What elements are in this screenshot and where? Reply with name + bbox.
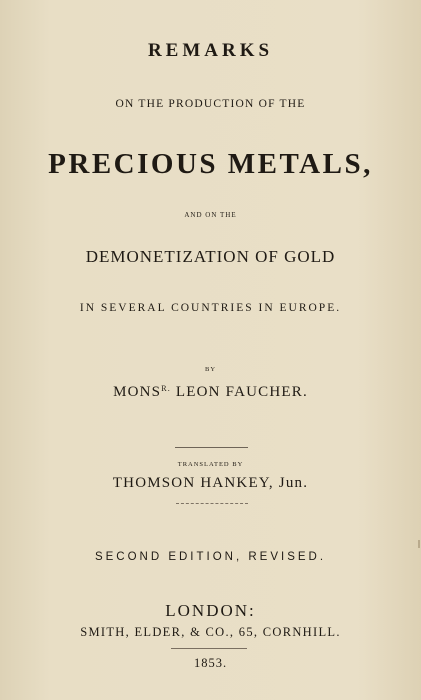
- author-prefix: MONS: [113, 384, 162, 400]
- heading-remarks: REMARKS: [147, 40, 274, 61]
- author-sup: R.: [161, 384, 171, 393]
- subtitle-countries: IN SEVERAL COUNTRIES IN EUROPE.: [79, 302, 342, 314]
- author-line: [0, 384, 421, 401]
- main-title: PRECIOUS METALS,: [48, 148, 373, 180]
- translator-name: THOMSON HANKEY, Jun.: [112, 475, 309, 491]
- divider-rule-dashed: [176, 503, 248, 504]
- subtitle-demonetization: DEMONETIZATION OF GOLD: [85, 247, 336, 266]
- author-name: LEON FAUCHER.: [175, 384, 308, 400]
- page-edge-mark: [418, 540, 420, 548]
- connector-text: AND ON THE: [184, 211, 237, 219]
- imprint-city: LONDON:: [165, 601, 256, 620]
- by-label: BY: [204, 366, 217, 373]
- translated-by-label: TRANSLATED BY: [177, 461, 244, 468]
- divider-rule: [175, 447, 248, 448]
- divider-rule-year: [171, 648, 247, 649]
- imprint-publisher: SMITH, ELDER, & CO., 65, CORNHILL.: [80, 625, 341, 639]
- subtitle-production: ON THE PRODUCTION OF THE: [115, 98, 306, 110]
- edition-line: SECOND EDITION, REVISED.: [94, 551, 327, 563]
- imprint-year: 1853.: [193, 656, 228, 670]
